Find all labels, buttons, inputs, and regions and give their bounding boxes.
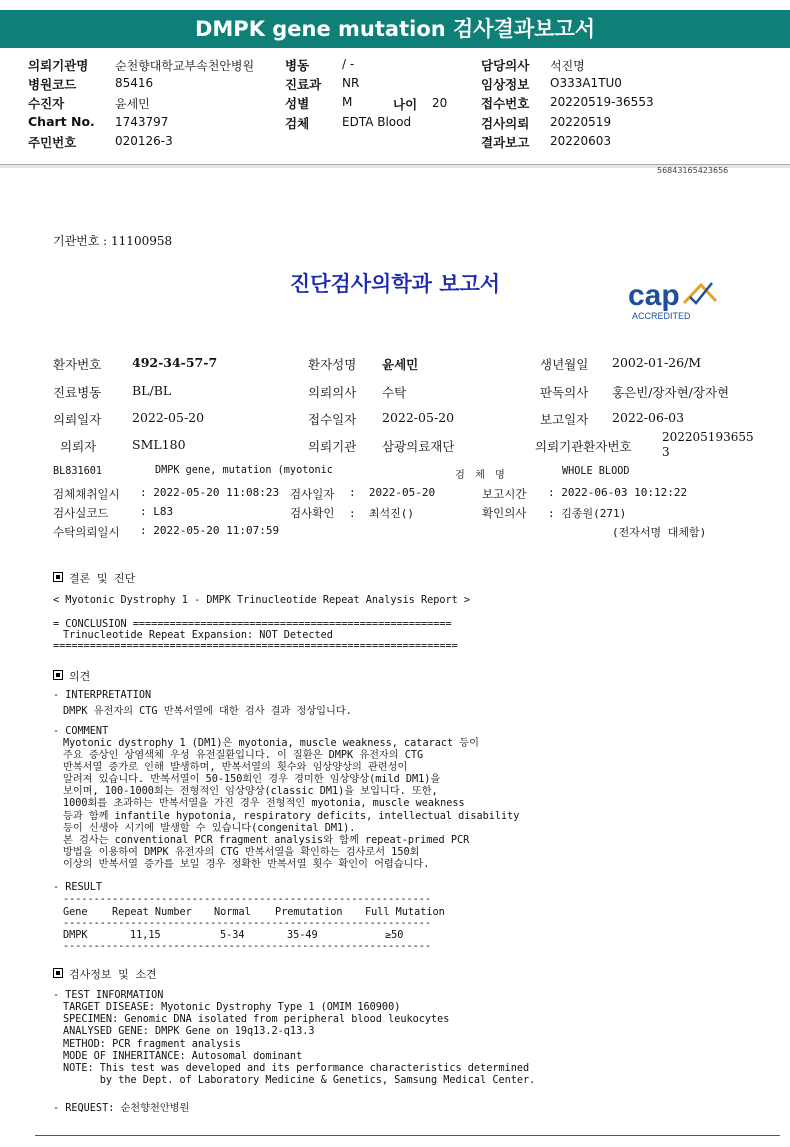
comment-title: - COMMENT — [53, 726, 109, 737]
req-inst-pt-line1: 202205193655 — [662, 430, 754, 444]
specimen-label: 검 체 명 — [455, 470, 507, 481]
comment-line: 등과 함께 infantile hypotonia, respiratory deficits, intellectual disability — [63, 810, 520, 822]
result-header-cell: Normal — [214, 907, 251, 918]
room-label: 검사실코드 — [53, 506, 109, 520]
result-cell: DMPK — [63, 930, 88, 941]
header-value: O333A1TU0 — [550, 76, 622, 90]
order-time-label: 수탁의뢰일시 — [53, 525, 120, 539]
header-value: 20220519 — [550, 115, 612, 129]
ref-dr: 홍은빈/장자현/장자현 — [612, 385, 730, 400]
header-value: NR — [342, 76, 360, 90]
section-marker-icon — [53, 968, 63, 978]
req-dr-label: 의뢰의사 — [308, 385, 357, 400]
testinfo-heading: 검사정보 및 소견 — [69, 968, 157, 981]
test-date-label: 검사일자 — [290, 487, 335, 501]
result-title: - RESULT — [53, 882, 103, 893]
header-value: EDTA Blood — [342, 115, 412, 129]
cap-accredited-logo — [626, 275, 726, 325]
interpretation-title: - INTERPRETATION — [53, 690, 152, 701]
testinfo-line: NOTE: This test was developed and its performance characteristics determined — [63, 1063, 530, 1075]
patient-name-label: 환자성명 — [308, 357, 357, 372]
conclusion-line: = CONCLUSION ==================================================== — [53, 619, 452, 630]
footer-rule — [35, 1135, 780, 1136]
comment-line: 등이 신생아 시기에 발생할 수 있습니다(congenital DM1). — [63, 822, 356, 834]
order-time-value: 2022-05-20 11:07:59 — [153, 524, 280, 537]
req-inst-pt-label: 의뢰기관환자번호 — [535, 439, 632, 454]
comment-line: 이상의 반복서열 증가를 보일 경우 정확한 반복서열 횟수 확인이 어렵습니다. — [63, 858, 430, 870]
header-label: Chart No. — [28, 114, 95, 129]
header-label: 검사의뢰 — [481, 116, 530, 131]
header-value: M — [342, 95, 353, 109]
req-date: 2022-05-20 — [132, 410, 205, 425]
test-name: DMPK gene, mutation (myotonic — [155, 465, 333, 476]
section-marker-icon — [53, 670, 63, 680]
conclusion-text: Trinucleotide Repeat Expansion: NOT Detected — [63, 630, 333, 641]
comment-line: 반복서열 증가로 인해 발생하며, 반복서열의 횟수와 임상양상의 관련성이 — [63, 762, 408, 774]
opinion-heading: 의견 — [69, 670, 91, 683]
testinfo-line: by the Dept. of Laboratory Medicine & Genetics, Samsung Medical Center. — [63, 1075, 536, 1087]
patient-no: 492-34-57-7 — [132, 355, 218, 370]
header-label: 수진자 — [28, 96, 65, 111]
header-value: 1743797 — [115, 115, 169, 129]
req-dr: 수탁 — [382, 385, 407, 400]
result-header-cell: Repeat Number — [112, 907, 192, 918]
header-value: 20220603 — [550, 134, 612, 148]
test-date-value: 2022-05-20 — [368, 486, 436, 499]
header-label: 임상정보 — [481, 77, 530, 92]
header-value: 석진명 — [550, 59, 585, 73]
request-line: - REQUEST: 순천향천안병원 — [53, 1103, 190, 1114]
req-date-label: 의뢰일자 — [53, 412, 102, 427]
patient-no-label: 환자번호 — [53, 357, 102, 372]
result-header-cell: Premutation — [275, 907, 343, 918]
specimen-value: WHOLE BLOOD — [562, 466, 630, 477]
conclusion-heading: 결론 및 진단 — [69, 572, 136, 585]
header-label: 검체 — [285, 116, 310, 131]
result-rule-mid: ------------------------------------------------------------ — [63, 918, 432, 929]
result-cell: 35-49 — [287, 930, 318, 941]
confirm-dr-label: 확인의사 — [482, 506, 527, 520]
testinfo-line: MODE OF INHERITANCE: Autosomal dominant — [63, 1050, 303, 1062]
report-time-value: 2022-06-03 10:12:22 — [561, 486, 688, 499]
conclusion-rule: ================================================================== — [53, 641, 458, 652]
header-label: 병동 — [285, 58, 310, 73]
age-value: 20 — [432, 96, 448, 110]
ward: BL/BL — [132, 383, 172, 398]
barcode-number: 56843165423656 — [657, 166, 729, 175]
testinfo-title: - TEST INFORMATION — [53, 990, 164, 1001]
header-label: 성별 — [285, 96, 310, 111]
report-time-label: 보고시간 — [482, 487, 527, 501]
header-value: / - — [342, 57, 355, 71]
interpretation-text: DMPK 유전자의 CTG 반복서열에 대한 검사 결과 정상입니다. — [63, 706, 352, 717]
report-title: 진단검사의학과 보고서 — [289, 272, 501, 296]
result-cell: 5-34 — [220, 930, 245, 941]
header-label: 주민번호 — [28, 135, 77, 150]
req-inst: 삼광의료재단 — [382, 439, 455, 454]
confirm-value: 최석진() — [368, 507, 414, 520]
ward-label: 진료병동 — [53, 385, 102, 400]
comment-line: 보이며, 100-1000회는 전형적인 임상양상(classic DM1)을 보입니다. 또한, — [63, 786, 438, 798]
dob: 2002-01-26/M — [612, 355, 702, 370]
comment-body — [63, 738, 519, 871]
institution-number: 기관번호 : 11100958 — [53, 234, 173, 248]
result-header-cell: Gene — [63, 907, 88, 918]
comment-line: 본 검사는 conventional PCR fragment analysis와 함께 repeat-primed PCR — [63, 834, 470, 846]
report-name: < Myotonic Dystrophy 1 - DMPK Trinucleotide Repeat Analysis Report > — [53, 595, 471, 606]
result-cell: 11,15 — [130, 930, 161, 941]
ref-dr-label: 판독의사 — [540, 385, 589, 400]
result-rule-top: ------------------------------------------------------------ — [63, 894, 432, 905]
testinfo-line: ANALYSED GENE: DMPK Gene on 19q13.2-q13.3 — [63, 1026, 315, 1038]
report-date-label: 보고일자 — [540, 412, 589, 427]
header-value: 020126-3 — [115, 134, 173, 148]
collect-value: 2022-05-20 11:08:23 — [153, 486, 280, 499]
patient-name: 윤세민 — [382, 357, 419, 372]
header-value: 85416 — [115, 76, 154, 90]
testinfo-line: TARGET DISEASE: Myotonic Dystrophy Type 1 (OMIM 160900) — [63, 1002, 401, 1013]
req-inst-label: 의뢰기관 — [308, 439, 357, 454]
req-inst-pt-line2: 3 — [662, 445, 670, 459]
header-value: 윤세민 — [115, 97, 150, 111]
comment-line: 주요 증상인 상염색체 우성 유전질환입니다. 이 질환은 DMPK 유전자의 CTG — [63, 750, 424, 762]
result-header-cell: Full Mutation — [365, 907, 445, 918]
confirm-label: 검사확인 — [290, 506, 335, 520]
requester-label: 의뢰자 — [60, 439, 97, 454]
testinfo-line: METHOD: PCR fragment analysis — [63, 1038, 241, 1050]
header-value: 순천향대학교부속천안병원 — [115, 59, 255, 73]
header-label: 결과보고 — [481, 135, 530, 150]
comment-line: 방법을 이용하여 DMPK 유전자의 CTG 반복서열을 확인하는 검사로서 150회 — [63, 846, 420, 858]
requester: SML180 — [132, 437, 186, 452]
recv-date: 2022-05-20 — [382, 410, 455, 425]
result-cell: ≥50 — [385, 930, 404, 941]
testinfo-line: SPECIMEN: Genomic DNA isolated from peripheral blood leukocytes — [63, 1014, 450, 1026]
header-label: 병원코드 — [28, 77, 77, 92]
header-label: 의뢰기관명 — [28, 58, 89, 73]
header-label: 접수번호 — [481, 96, 530, 111]
comment-line: 알려져 있습니다. 반복서열이 50-150회인 경우 경미한 임상양상(mild DM1)을 — [63, 774, 441, 786]
header-label: 담당의사 — [481, 58, 530, 73]
comment-line: 1000회를 초과하는 반복서열을 가진 경우 전형적인 myotonia, muscle weakness — [63, 798, 465, 810]
report-banner-title: DMPK gene mutation 검사결과보고서 — [0, 10, 790, 48]
recv-date-label: 접수일자 — [308, 412, 357, 427]
header-label: 진료과 — [285, 77, 322, 92]
svg-text:cap: cap — [628, 279, 680, 312]
age-label: 나이 — [393, 97, 418, 112]
specimen-code: BL831601 — [53, 466, 103, 477]
comment-line: Myotonic dystrophy 1 (DM1)은 myotonia, muscle weakness, cataract 등이 — [63, 738, 479, 749]
dob-label: 생년월일 — [540, 357, 589, 372]
result-rule-bottom: ------------------------------------------------------------ — [63, 941, 432, 952]
header-value: 20220519-36553 — [550, 95, 654, 109]
report-date: 2022-06-03 — [612, 410, 685, 425]
esign-note: (전자서명 대체함) — [612, 526, 707, 539]
collect-label: 검체채취일시 — [53, 487, 120, 501]
testinfo-body — [63, 1002, 535, 1087]
room-value: L83 — [153, 505, 174, 518]
section-marker-icon — [53, 572, 63, 582]
svg-text:ACCREDITED: ACCREDITED — [632, 311, 691, 321]
confirm-dr-value: 김종원(271) — [561, 507, 627, 520]
